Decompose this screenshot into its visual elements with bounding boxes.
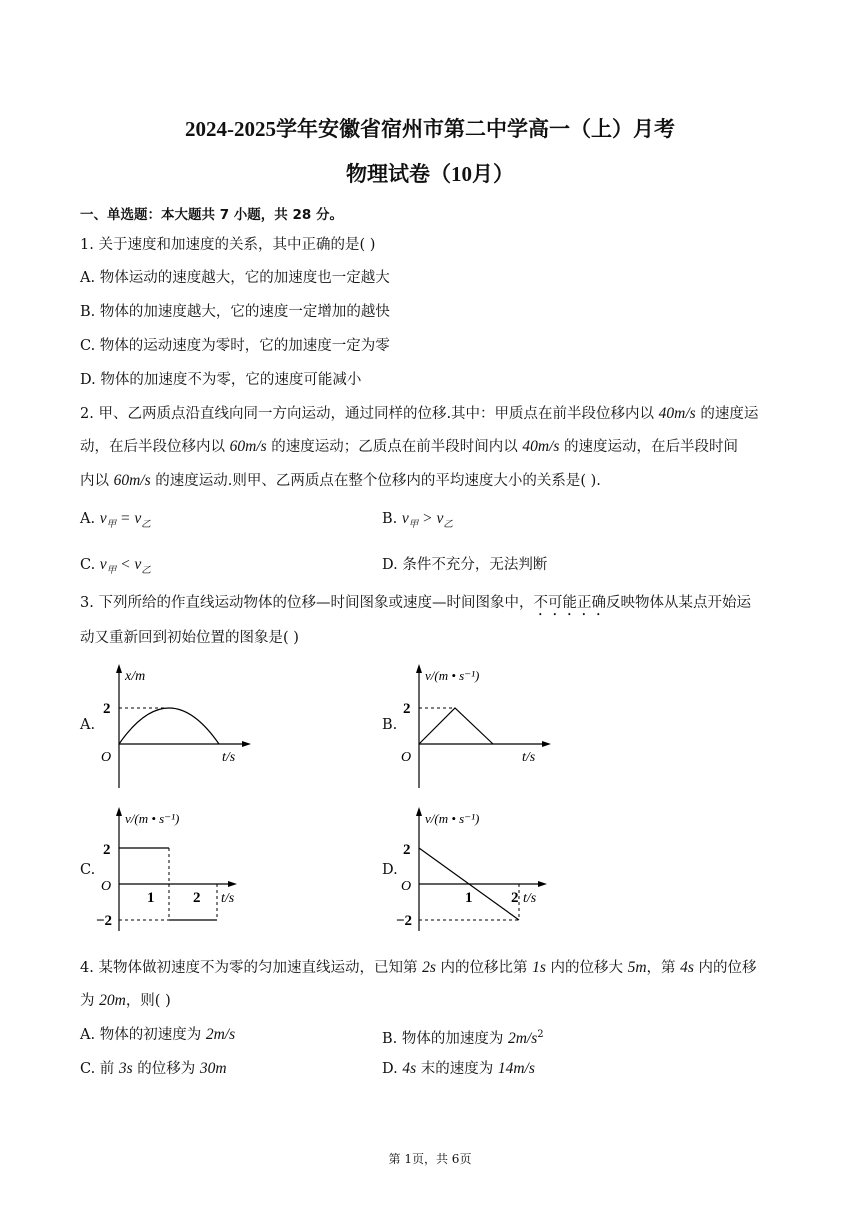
y-axis-arrow [416, 807, 422, 816]
question-3-line-2: 动又重新回到初始位置的图象是( ) [80, 630, 299, 646]
x-axis-arrow [228, 881, 237, 887]
exam-title-line1: 2024-2025学年安徽省宿州市第二中学高一（上）月考 [185, 117, 675, 141]
graph-option-c-label: C. [80, 862, 96, 878]
question-2-line-2: 动，在后半段位移内以 60m/s 的速度运动；乙质点在前半段时间内以 40m/s 的速度运动，在后半段时间 [80, 438, 739, 455]
question-2-option-b: B. $v_甲 > v_乙$ [382, 510, 453, 530]
x-axis-label: t/s [522, 750, 536, 765]
question-3-line-1: 3. 下列所给的作直线运动物体的位移—时间图象或速度—时间图象中，不可能正确反映物体从某点开始运 [80, 595, 751, 611]
graph-b [395, 660, 555, 790]
origin-label: O [101, 750, 112, 765]
question-2-option-a: A. $v_甲 = v_乙$ [80, 510, 151, 530]
x-axis-label: t/s [221, 891, 235, 906]
page-footer: 第 1页，共 6页 [388, 1152, 472, 1166]
question-4-option-b: B. 物体的加速度为 $2m/s^2$ [382, 1029, 544, 1047]
y-axis-label: v/(m • s⁻¹) [125, 811, 180, 826]
question-4-line-1: 4. 某物体做初速度不为零的匀加速直线运动，已知第 2s 内的位移比第 1s 内的位移大 5m，第 4s 内的位移 [80, 959, 757, 976]
question-4-option-d: D. 4s 末的速度为 14m/s [382, 1060, 535, 1077]
y-axis-label: v/(m • s⁻¹) [425, 668, 480, 683]
x-tick-1: 1 [147, 890, 155, 906]
question-1-option-b: B. 物体的加速度越大，它的速度一定增加的越快 [80, 304, 390, 320]
exam-title-line2: 物理试卷（10月） [346, 162, 514, 186]
y-tick-negative: −2 [396, 913, 413, 929]
question-4-option-c: C. 前 3s 的位移为 30m [80, 1060, 227, 1077]
curve [119, 708, 219, 744]
y-tick-negative: −2 [96, 913, 113, 929]
x-tick-1: 1 [465, 890, 473, 906]
graph-a [95, 660, 255, 790]
origin-label: O [101, 879, 112, 894]
question-1-option-a: A. 物体运动的速度越大，它的加速度也一定越大 [80, 270, 390, 286]
question-4-option-a: A. 物体的初速度为 2m/s [80, 1026, 236, 1043]
question-2-option-d: D. 条件不充分，无法判断 [382, 557, 548, 573]
y-tick-positive: 2 [403, 842, 411, 858]
question-2-option-c: C. $v_甲 < v_乙$ [80, 556, 151, 576]
y-axis-arrow [416, 664, 422, 673]
emphasis-text: 不可能正确 [533, 595, 606, 611]
x-axis-arrow [242, 741, 251, 747]
x-axis-arrow [542, 741, 551, 747]
section-heading: 一、单选题：本大题共 7 小题，共 28 分。 [80, 207, 343, 223]
x-axis-label: t/s [523, 891, 537, 906]
y-axis-arrow [116, 664, 122, 673]
x-axis-label: t/s [222, 750, 236, 765]
question-2-line-1: 2. 甲、乙两质点沿直线向同一方向运动，通过同样的位移.其中：甲质点在前半段位移内以 40m/s 的速度运 [80, 405, 759, 422]
y-tick-positive: 2 [103, 842, 111, 858]
origin-label: O [401, 750, 412, 765]
graph-c [95, 803, 255, 933]
question-1-stem: 1. 关于速度和加速度的关系，其中正确的是( ) [80, 237, 376, 253]
graph-d [395, 803, 555, 933]
y-tick-label: 2 [403, 701, 411, 717]
origin-label: O [401, 879, 412, 894]
y-axis-label: v/(m • s⁻¹) [425, 811, 480, 826]
graph-option-b-label: B. [382, 717, 398, 733]
question-2-line-3: 内以 60m/s 的速度运动.则甲、乙两质点在整个位移内的平均速度大小的关系是( ). [80, 472, 601, 489]
x-tick-2: 2 [193, 890, 201, 906]
question-1-option-d: D. 物体的加速度不为零，它的速度可能减小 [80, 372, 362, 388]
question-4-line-2: 为 20m，则( ) [80, 992, 171, 1009]
graph-option-a-label: A. [80, 717, 96, 733]
triangle-line [419, 708, 493, 744]
y-tick-label: 2 [103, 701, 111, 717]
x-tick-2: 2 [511, 890, 519, 906]
question-1-option-c: C. 物体的运动速度为零时，它的加速度一定为零 [80, 338, 390, 354]
y-axis-label: x/m [125, 669, 146, 684]
graph-option-d-label: D. [382, 862, 398, 878]
y-axis-arrow [116, 807, 122, 816]
x-axis-arrow [538, 881, 547, 887]
